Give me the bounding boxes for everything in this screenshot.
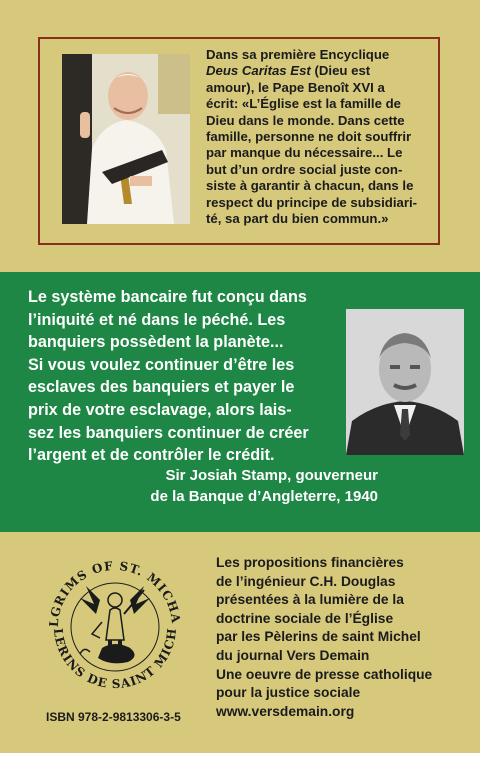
quote-line: banquiers possèdent la planète... (28, 333, 284, 352)
pope-line: té, sa part du bien commun.» (206, 211, 389, 227)
publisher-description (216, 554, 466, 721)
portrait-image (346, 309, 464, 455)
quote-line: prix de votre esclavage, alors lais- (28, 400, 292, 419)
publisher-line: du journal Vers Demain (216, 647, 370, 663)
pope-quote-box (38, 37, 440, 245)
publisher-section (0, 532, 480, 757)
publisher-line: Les propositions financières (216, 555, 404, 570)
emblem-top-text: LGRIMS OF ST. MICHA (46, 558, 184, 628)
publisher-line: doctrine sociale de l’Église (216, 610, 394, 626)
pope-line-fragment: (Dieu est (314, 63, 371, 79)
pope-quote-text (206, 47, 436, 227)
banking-quote (28, 286, 346, 467)
pope-line: siste à garantir à chacun, dans le (206, 178, 414, 194)
pope-figure-image (62, 54, 190, 224)
publisher-line: Une oeuvre de presse catholique (216, 666, 433, 682)
pope-line: but d’un ordre social juste con- (206, 161, 403, 177)
svg-text:PILGRIMS OF ST. MICHAEL (40, 552, 183, 627)
top-section (0, 0, 480, 272)
publisher-line: présentées à la lumière de la (216, 592, 404, 608)
josiah-stamp-photo (346, 309, 464, 455)
isbn-number: ISBN 978-2-9813306-3-5 (46, 710, 181, 724)
quote-line: l’argent et de contrôler le crédit. (28, 446, 275, 465)
pope-line: Dans sa première Encyclique (206, 47, 390, 62)
quote-line: esclaves des banquiers et payer le (28, 378, 295, 397)
attribution-line: de la Banque d’Angleterre, 1940 (150, 487, 378, 505)
saint-michael-emblem (40, 552, 190, 702)
emblem-bottom-text: LERINS DE SAINT MICH (50, 626, 180, 692)
website-link[interactable]: www.versdemain.org (216, 703, 355, 719)
pope-line: écrit: «L’Église est la famille de (206, 96, 401, 112)
publisher-line: pour la justice sociale (216, 685, 361, 701)
pope-line: amour), le Pape Benoît XVI a (206, 79, 385, 95)
quote-line: Si vous voulez continuer d’être les (28, 355, 295, 374)
bottom-divider (0, 753, 480, 757)
pope-line (206, 63, 436, 79)
saint-michael-logo (40, 552, 190, 702)
pope-line: famille, personne ne doit souffrir (206, 129, 412, 145)
pope-line: respect du principe de subsidiari- (206, 194, 418, 210)
pope-line: par manque du nécessaire... Le (206, 145, 403, 161)
publisher-line: par les Pèlerins de saint Michel (216, 629, 421, 645)
quote-line: sez les banquiers continuer de créer (28, 423, 309, 442)
quote-line: l’iniquité et né dans le péché. Les (28, 310, 286, 329)
quote-band (0, 272, 480, 532)
publisher-line: de l’ingénieur C.H. Douglas (216, 573, 396, 589)
quote-line: Le système bancaire fut conçu dans (28, 288, 307, 306)
attribution-line: Sir Josiah Stamp, gouverneur (165, 467, 378, 484)
quote-attribution (78, 466, 378, 507)
pope-photo (62, 54, 190, 224)
pope-line: Dieu dans le monde. Dans cette (206, 112, 405, 128)
encyclical-title: Deus Caritas Est (206, 63, 311, 79)
